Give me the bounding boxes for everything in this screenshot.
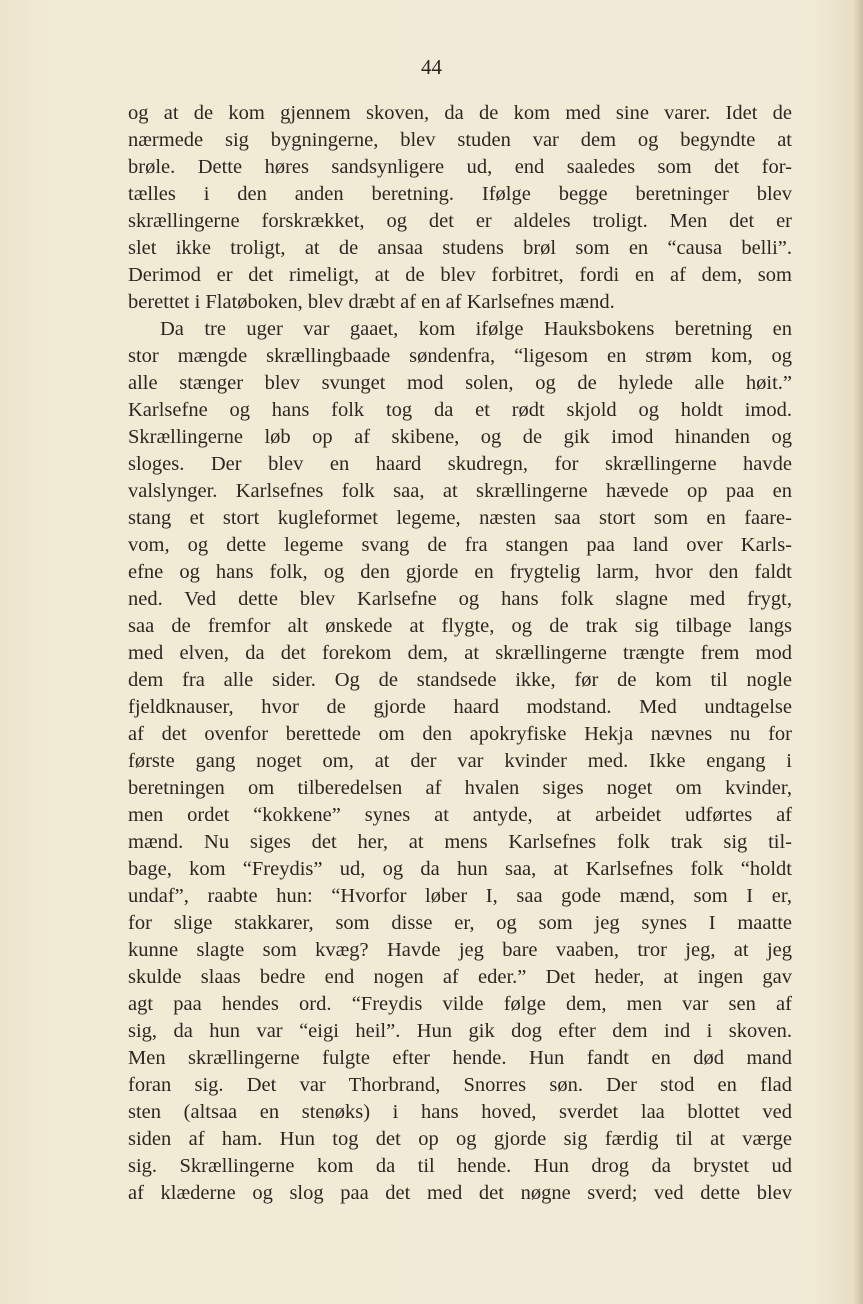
text-line: agt paa hendes ord. “Freydis vilde følge dem, men var sen af — [128, 993, 792, 1015]
text-line: Skrællingerne løb op af skibene, og de gik imod hinanden og — [128, 426, 792, 448]
text-line: efne og hans folk, og den gjorde en frygtelig larm, hvor den faldt — [128, 561, 792, 583]
text-line: valslynger. Karlsefnes folk saa, at skrællingerne hævede op paa en — [128, 480, 792, 502]
text-line: undaf”, raabte hun: “Hvorfor løber I, saa gode mænd, som I er, — [128, 885, 792, 907]
text-line: alle stænger blev svunget mod solen, og de hylede alle høit.” — [128, 372, 792, 394]
text-line: berettet i Flatøboken, blev dræbt af en af Karlsefnes mænd. — [128, 291, 615, 313]
text-line: sloges. Der blev en haard skudregn, for skrællingerne havde — [128, 453, 792, 475]
text-line: stang et stort kugleformet legeme, næsten saa stort som en faare- — [128, 507, 792, 529]
text-line: skulde slaas bedre end nogen af eder.” Det heder, at ingen gav — [128, 966, 792, 988]
body-text — [128, 100, 792, 1207]
text-line: bage, kom “Freydis” ud, og da hun saa, at Karlsefnes folk “holdt — [128, 858, 792, 880]
text-line: skrællingerne forskrækket, og det er aldeles troligt. Men det er — [128, 210, 792, 232]
text-line: af det ovenfor berettede om den apokryfiske Hekja nævnes nu for — [128, 723, 792, 745]
page-edge-shadow — [853, 0, 863, 1304]
text-line: foran sig. Det var Thorbrand, Snorres søn. Der stod en flad — [128, 1074, 792, 1096]
text-line: fjeldknauser, hvor de gjorde haard modstand. Med undtagelse — [128, 696, 792, 718]
text-line: saa de fremfor alt ønskede at flygte, og de trak sig tilbage langs — [128, 615, 792, 637]
text-line: siden af ham. Hun tog det op og gjorde sig færdig til at værge — [128, 1128, 792, 1150]
text-line: for slige stakkarer, som disse er, og som jeg synes I maatte — [128, 912, 792, 934]
text-line: Da tre uger var gaaet, kom ifølge Hauksbokens beretning en — [160, 318, 792, 340]
text-line: stor mængde skrællingbaade søndenfra, “ligesom en strøm kom, og — [128, 345, 792, 367]
text-line: sig. Skrællingerne kom da til hende. Hun drog da brystet ud — [128, 1155, 792, 1177]
paragraph-1 — [128, 100, 792, 316]
text-line: kunne slagte som kvæg? Havde jeg bare vaaben, tror jeg, at jeg — [128, 939, 792, 961]
text-line: slet ikke troligt, at de ansaa studens brøl som en “causa belli”. — [128, 237, 792, 259]
text-line: sig, da hun var “eigi heil”. Hun gik dog efter dem ind i skoven. — [128, 1020, 792, 1042]
text-line: vom, og dette legeme svang de fra stangen paa land over Karls- — [128, 534, 792, 556]
text-line: af klæderne og slog paa det med det nøgne sverd; ved dette blev — [128, 1182, 792, 1204]
text-line: første gang noget om, at der var kvinder med. Ikke engang i — [128, 750, 792, 772]
text-line: beretningen om tilberedelsen af hvalen siges noget om kvinder, — [128, 777, 792, 799]
text-line: brøle. Dette høres sandsynligere ud, end saaledes som det for- — [128, 156, 792, 178]
page-number: 44 — [421, 55, 442, 79]
text-line: med elven, da det forekom dem, at skrællingerne trængte frem mod — [128, 642, 792, 664]
text-line: Karlsefne og hans folk tog da et rødt skjold og holdt imod. — [128, 399, 792, 421]
text-line: ned. Ved dette blev Karlsefne og hans folk slagne med frygt, — [128, 588, 792, 610]
text-line: tælles i den anden beretning. Ifølge begge beretninger blev — [128, 183, 792, 205]
text-line: Men skrællingerne fulgte efter hende. Hun fandt en død mand — [128, 1047, 792, 1069]
text-line: mænd. Nu siges det her, at mens Karlsefnes folk trak sig til- — [128, 831, 792, 853]
text-line: nærmede sig bygningerne, blev studen var dem og begyndte at — [128, 129, 792, 151]
paragraph-2 — [128, 316, 792, 1207]
text-line: men ordet “kokkene” synes at antyde, at arbeidet udførtes af — [128, 804, 792, 826]
text-line: sten (altsaa en stenøks) i hans hoved, sverdet laa blottet ved — [128, 1101, 792, 1123]
text-line: Derimod er det rimeligt, at de blev forbitret, fordi en af dem, som — [128, 264, 792, 286]
text-line: dem fra alle sider. Og de standsede ikke, før de kom til nogle — [128, 669, 792, 691]
text-line: og at de kom gjennem skoven, da de kom med sine varer. Idet de — [128, 102, 792, 124]
